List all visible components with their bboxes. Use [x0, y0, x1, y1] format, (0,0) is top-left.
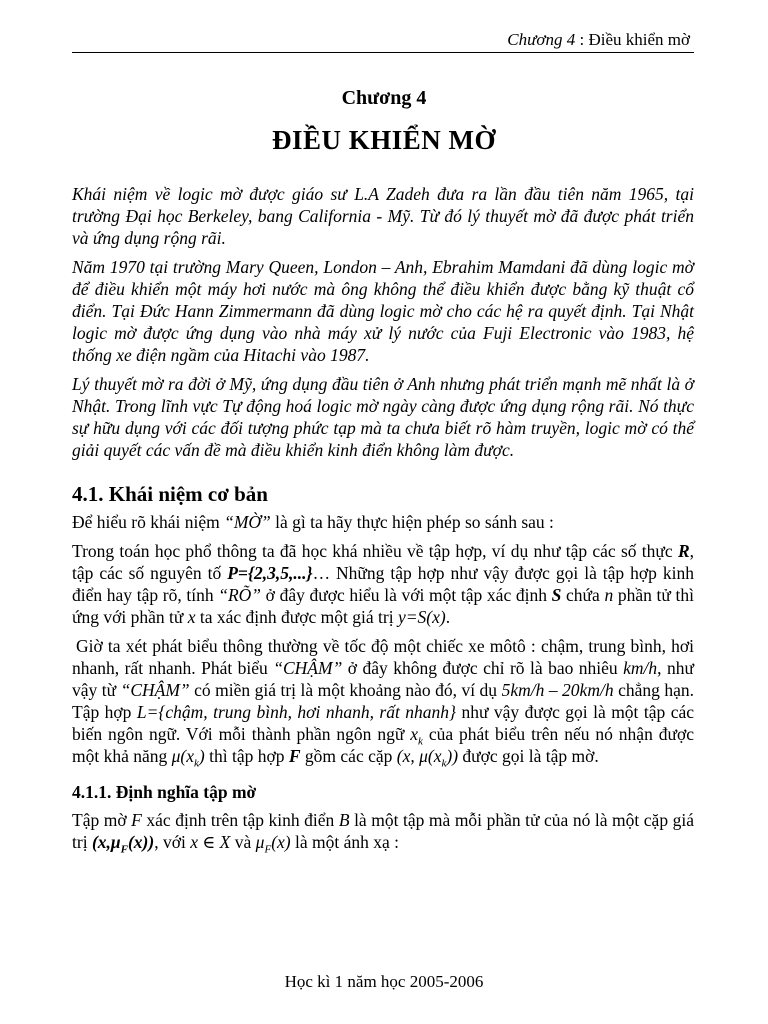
text-run: gồm các cặp: [300, 746, 397, 766]
text-run: “MỜ”: [224, 512, 271, 532]
text-run: x: [410, 724, 419, 744]
text-run: có miền giá trị là một khoảng nào đó, ví dụ: [189, 680, 502, 700]
text-run: như vậy được gọi là một tập các biến ngôn ngữ. Với mỗi thành phần ngôn ngữ: [72, 702, 694, 744]
subscript: k: [194, 757, 199, 770]
running-header: [72, 30, 690, 50]
text-run: P={2,3,5,...}: [227, 563, 313, 583]
text-run: thì tập hợp: [204, 746, 289, 766]
text-run: “CHẬM”: [273, 658, 343, 678]
text-run: km/h: [623, 658, 658, 678]
text-run: được gọi là tập mờ.: [458, 746, 599, 766]
running-header-topic: Điều khiển mờ: [588, 30, 690, 49]
intro-paragraph-2: Năm 1970 tại trường Mary Queen, London – Anh, Ebrahim Mamdani đã dùng logic mờ để điều khiển một máy hơi nước mà ông không thể điều khiển được bằng kỹ thuật cổ điển. Tại Đức Hann Zimmermann đã dùng logic mờ cho các hệ ra quyết định. Tại Nhật logic mờ được ứng dụng vào nhà máy xử lý nước của Fuji Electronic vào 1983, hệ thống xe điện ngầm của Hitachi vào 1987.: [72, 257, 694, 365]
text-run: chẳng hạn. Tập hợp: [72, 680, 694, 722]
text-run: , tập các số nguyên tố: [72, 541, 694, 583]
text-run: “CHẬM”: [120, 680, 190, 700]
text-run: ): [198, 746, 205, 766]
text-run: n: [604, 585, 614, 605]
page-footer: Học kì 1 năm học 2005-2006: [284, 972, 484, 991]
section-4-1-paragraph-1: [72, 511, 694, 533]
text-run: xác định trên tập kinh điển: [141, 810, 339, 830]
text-run: (x): [271, 832, 291, 852]
text-run: (x,μ: [91, 832, 121, 852]
text-run: y=S(x): [397, 607, 446, 627]
text-run: … Những tập hợp như vậy được gọi là tập hợp kinh điển hay tập rõ, tính: [72, 563, 694, 605]
chapter-title: ĐIỀU KHIỂN MỜ: [271, 125, 497, 155]
chapter-label: Chương 4: [341, 87, 427, 109]
subscript: k: [418, 735, 423, 748]
intro-paragraph-1: Khái niệm về logic mờ được giáo sư L.A Zadeh đưa ra lần đầu tiên năm 1965, tại trường Đại học Berkeley, bang California - Mỹ. Từ đó lý thuyết mờ đã được phát triển và ứng dụng rộng rãi.: [72, 184, 694, 248]
text-run: (x)): [127, 832, 155, 852]
text-run: Để hiểu rõ khái niệm: [72, 512, 225, 532]
document-body: [72, 183, 694, 860]
text-run: chứa: [561, 585, 605, 605]
text-run: Tập mờ: [72, 810, 132, 830]
section-4-1-paragraph-2: [72, 540, 694, 628]
text-run: là gì ta hãy thực hiện phép so sánh sau :: [270, 512, 554, 532]
text-run: là một ánh xạ :: [290, 832, 400, 852]
text-run: ở đây không được chỉ rõ là bao nhiêu: [342, 658, 624, 678]
text-run: F: [288, 746, 301, 766]
subscript: F: [264, 843, 272, 856]
section-4-1-paragraph-3: [72, 635, 694, 770]
text-run: ta xác định được một giá trị: [195, 607, 398, 627]
text-run: S: [551, 585, 562, 605]
text-run: ở đây được hiểu là với một tập xác định: [261, 585, 552, 605]
header-rule: [72, 52, 694, 53]
text-run: của phát biểu trên nếu nó nhận được một khả năng: [72, 724, 694, 766]
text-run: L={chậm, trung bình, hơi nhanh, rất nhanh}: [136, 702, 457, 722]
text-run: )): [446, 746, 459, 766]
subscript: k: [441, 757, 447, 770]
subscript: F: [120, 843, 128, 856]
text-run: Giờ ta xét phát biểu thông thường về tốc độ một chiếc xe môtô : chậm, trung bình, hơi nhanh, rất nhanh. Phát biểu: [72, 636, 694, 678]
text-run: , như vậy từ: [72, 658, 694, 700]
text-run: 5km/h – 20km/h: [501, 680, 614, 700]
running-header-separator: :: [575, 30, 589, 49]
text-run: B: [338, 810, 350, 830]
running-header-chapter: Chương 4: [507, 30, 576, 49]
text-run: μ(x: [171, 746, 195, 766]
text-run: .: [445, 607, 451, 627]
text-run: phần tử thì ứng với phần tử: [72, 585, 695, 627]
text-run: (x, μ(x: [396, 746, 442, 766]
text-run: R: [677, 541, 690, 561]
text-run: x: [187, 607, 196, 627]
text-run: F: [131, 810, 142, 830]
text-run: và: [230, 832, 256, 852]
section-heading-4-1-1: 4.1.1. Định nghĩa tập mờ: [72, 782, 257, 802]
text-run: , với: [154, 832, 191, 852]
text-run: “RÕ”: [218, 585, 262, 605]
text-run: μ: [255, 832, 265, 852]
section-heading-4-1: 4.1. Khái niệm cơ bản: [72, 482, 268, 506]
text-run: là một tập mà mỗi phần tử của nó là một cặp giá trị: [72, 810, 694, 852]
text-run: x ∈ X: [190, 832, 231, 852]
text-run: Trong toán học phổ thông ta đã học khá nhiều về tập hợp, ví dụ như tập các số thực: [72, 541, 678, 561]
intro-paragraph-3: Lý thuyết mờ ra đời ở Mỹ, ứng dụng đầu tiên ở Anh nhưng phát triển mạnh mẽ nhất là ở Nhật. Trong lĩnh vực Tự động hoá logic mờ ngày càng được ứng dụng rộng rãi. Nó thực sự hữu dụng với các đối tượng phức tạp mà ta chưa biết rõ hàm truyền, logic mờ có thể giải quyết các vấn đề mà điều khiển kinh điển không làm được.: [72, 374, 694, 460]
section-4-1-1-paragraph-1: [72, 809, 694, 856]
